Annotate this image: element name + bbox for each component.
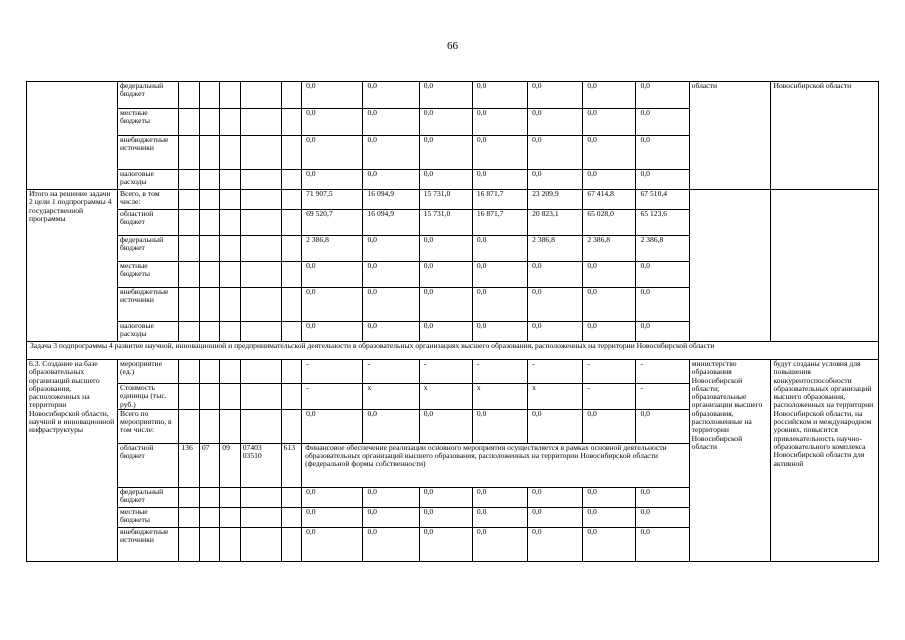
code-cell [179,322,199,342]
code-cell [281,236,301,262]
value-cell: 0,0 [636,288,689,322]
code-cell [220,262,240,288]
code-cell [240,236,281,262]
value-cell: 15 731,0 [419,210,472,236]
code-cell [199,109,219,136]
value-cell: 0,0 [528,136,583,170]
value-cell: 0,0 [419,262,472,288]
value-cell: 0,0 [528,109,583,136]
value-cell: - [302,360,363,384]
value-cell: 0,0 [636,136,689,170]
value-cell: 20 823,1 [528,210,583,236]
value-cell: 16 094,9 [363,190,419,210]
value-cell: 16 871,7 [472,190,527,210]
source-cell: налоговые расходы [118,322,179,342]
source-cell: федеральный бюджет [118,236,179,262]
value-cell: 0,0 [528,409,583,443]
source-cell: местные бюджеты [118,262,179,288]
value-cell: 0,0 [636,409,689,443]
code-cell [281,190,301,210]
code-cell [199,360,219,384]
value-cell: - [528,360,583,384]
value-cell: 0,0 [636,82,689,109]
code-cell [240,136,281,170]
code-cell [240,190,281,210]
value-cell: 0,0 [363,288,419,322]
code-cell [281,210,301,236]
code-cell [220,82,240,109]
grbs-code: 136 [179,443,199,487]
source-cell: местные бюджеты [118,109,179,136]
value-cell: 0,0 [472,409,527,443]
value-cell: х [419,384,472,410]
value-cell: - [363,360,419,384]
code-cell [220,384,240,410]
value-cell: 0,0 [472,236,527,262]
source-cell: налоговые расходы [118,170,179,190]
code-cell [240,527,281,561]
value-cell: 0,0 [583,136,636,170]
value-cell: 0,0 [419,288,472,322]
task-title-cell [27,82,118,190]
code-cell [220,507,240,527]
code-cell [240,288,281,322]
code-cell [199,262,219,288]
value-cell: 0,0 [583,322,636,342]
value-cell: 0,0 [583,409,636,443]
value-cell: 0,0 [419,487,472,507]
code-cell [179,82,199,109]
rz-code: 07 [199,443,219,487]
code-cell [179,136,199,170]
code-cell [179,190,199,210]
code-cell [281,507,301,527]
value-cell: 0,0 [419,322,472,342]
value-cell: - [636,360,689,384]
source-cell: внебюджетные источники [118,527,179,561]
code-cell [220,527,240,561]
source-cell: областной бюджет [118,443,179,487]
code-cell [199,82,219,109]
value-cell: 0,0 [363,527,419,561]
value-cell: 0,0 [419,527,472,561]
code-cell [179,262,199,288]
total-title-cell: Итого на решение задачи 2 цели 1 подпрограммы 4 государственной программы [27,190,118,342]
value-cell: - [583,384,636,410]
value-cell: 16 871,7 [472,210,527,236]
value-cell: - [583,360,636,384]
value-cell: 0,0 [636,170,689,190]
value-cell: 0,0 [302,507,363,527]
value-cell: 0,0 [528,487,583,507]
value-cell: 0,0 [302,82,363,109]
code-cell [179,360,199,384]
code-cell [220,136,240,170]
value-cell: 0,0 [528,288,583,322]
code-cell [281,322,301,342]
code-cell [281,288,301,322]
value-cell: 0,0 [528,82,583,109]
table-row [27,360,879,384]
value-cell: 0,0 [528,262,583,288]
code-cell [240,109,281,136]
value-cell: х [363,384,419,410]
code-cell [199,190,219,210]
code-cell [179,384,199,410]
code-cell [240,409,281,443]
value-cell: 0,0 [472,527,527,561]
code-cell [240,487,281,507]
value-cell: 0,0 [583,170,636,190]
csr-code: 07403 03510 [240,443,281,487]
value-cell: 2 386,8 [583,236,636,262]
measure-title-cell: 6.3. Создание на базе образовательных организаций высшего образования, расположенных на территории Новосибирской области, научной и инновационной инфраструктуры [27,360,118,562]
value-cell: 0,0 [363,170,419,190]
value-cell: 0,0 [472,322,527,342]
executor-cell: министерство образования Новосибирской области; образовательные организации высшего образования, расположенные на территории Новосибирской области [689,360,771,562]
value-cell: 69 520,7 [302,210,363,236]
code-cell [281,409,301,443]
value-cell: 2 386,8 [302,236,363,262]
source-cell: Всего, в том числе: [118,190,179,210]
value-cell: - [302,384,363,410]
result-cell: Новосибирской области [771,82,879,190]
value-cell: 67 414,8 [583,190,636,210]
source-cell: федеральный бюджет [118,82,179,109]
pr-code: 09 [220,443,240,487]
code-cell [179,109,199,136]
value-cell: 0,0 [419,82,472,109]
code-cell [240,210,281,236]
value-cell: 0,0 [636,527,689,561]
value-cell: 0,0 [302,409,363,443]
value-cell: 0,0 [583,109,636,136]
code-cell [240,82,281,109]
value-cell: - [419,360,472,384]
code-cell [220,487,240,507]
task3-heading: Задача 3 подпрограммы 4 развитие научной, инновационной и предпринимательской деятельности в образовательных организациях высшего образования, расположенных на территории Новосибирской области [27,342,879,360]
executor-cell [689,190,771,342]
code-cell [220,190,240,210]
code-cell [220,170,240,190]
table-row [27,190,879,210]
code-cell [179,409,199,443]
code-cell [240,360,281,384]
code-cell [281,360,301,384]
source-cell: Стоимость единицы (тыс. руб.) [118,384,179,410]
code-cell [240,384,281,410]
code-cell [199,409,219,443]
value-cell: 71 907,5 [302,190,363,210]
code-cell [179,527,199,561]
code-cell [179,210,199,236]
code-cell [179,507,199,527]
code-cell [199,136,219,170]
value-cell: 0,0 [528,322,583,342]
value-cell: 0,0 [419,236,472,262]
vr-code: 613 [281,443,301,487]
value-cell: 0,0 [472,262,527,288]
code-cell [199,322,219,342]
value-cell: 0,0 [528,507,583,527]
value-cell: 0,0 [419,109,472,136]
executor-cell: области [689,82,771,190]
code-cell [220,109,240,136]
code-cell [240,322,281,342]
financing-note: Финансовое обеспечение реализации основного мероприятия осуществляется в рамках основной деятельности образовательных организаций высшего образования, расположенных на территории Новосибирской области (федеральной формы собственности) [302,443,690,487]
code-cell [179,288,199,322]
value-cell: 0,0 [363,409,419,443]
value-cell: х [528,384,583,410]
value-cell: 67 510,4 [636,190,689,210]
code-cell [220,360,240,384]
value-cell: 0,0 [583,262,636,288]
code-cell [220,210,240,236]
code-cell [281,82,301,109]
value-cell: 0,0 [472,170,527,190]
value-cell: 65 028,0 [583,210,636,236]
value-cell: 2 386,8 [636,236,689,262]
value-cell: 0,0 [302,322,363,342]
value-cell: 0,0 [583,288,636,322]
code-cell [199,384,219,410]
value-cell: 0,0 [472,82,527,109]
value-cell: 0,0 [583,82,636,109]
code-cell [240,262,281,288]
value-cell: 0,0 [363,236,419,262]
code-cell [179,170,199,190]
value-cell: 0,0 [302,487,363,507]
value-cell: 15 731,0 [419,190,472,210]
code-cell [220,288,240,322]
value-cell: 0,0 [472,487,527,507]
value-cell: 0,0 [302,288,363,322]
value-cell: 0,0 [302,170,363,190]
value-cell: 0,0 [302,262,363,288]
value-cell: - [472,360,527,384]
value-cell: 23 209,9 [528,190,583,210]
code-cell [281,262,301,288]
code-cell [199,210,219,236]
code-cell [220,409,240,443]
code-cell [281,136,301,170]
value-cell: 0,0 [363,136,419,170]
value-cell: 0,0 [419,136,472,170]
value-cell: 0,0 [363,487,419,507]
value-cell: 0,0 [302,136,363,170]
value-cell: 0,0 [636,322,689,342]
code-cell [281,487,301,507]
source-cell: мероприятие (ед.) [118,360,179,384]
value-cell: 0,0 [419,409,472,443]
code-cell [199,288,219,322]
value-cell: - [636,384,689,410]
value-cell: 0,0 [363,109,419,136]
source-cell: федеральный бюджет [118,487,179,507]
code-cell [281,109,301,136]
source-cell: внебюджетные источники [118,136,179,170]
value-cell: 0,0 [302,109,363,136]
code-cell [179,487,199,507]
value-cell: 0,0 [363,82,419,109]
value-cell: 0,0 [472,136,527,170]
value-cell: 0,0 [528,527,583,561]
source-cell: Всего по мероприятию, в том числе: [118,409,179,443]
table-row [27,82,879,109]
source-cell: областной бюджет [118,210,179,236]
value-cell: 0,0 [636,262,689,288]
code-cell [240,507,281,527]
value-cell: 0,0 [472,288,527,322]
result-cell [771,190,879,342]
value-cell: 65 123,6 [636,210,689,236]
budget-table [26,81,879,562]
value-cell: 0,0 [583,527,636,561]
code-cell [199,170,219,190]
value-cell: 0,0 [472,507,527,527]
value-cell: 0,0 [363,262,419,288]
source-cell: местные бюджеты [118,507,179,527]
code-cell [220,236,240,262]
page-number: 66 [447,40,458,52]
result-cell: будут созданы условия для повышения конкурентоспособности образовательных организаций высшего образования, расположенных на территории Новосибирской области, на российском и международном уровнях, повысится привлекательность научно-образовательного комплекса Новосибирской области для активной [771,360,879,562]
code-cell [281,384,301,410]
value-cell: 0,0 [419,507,472,527]
value-cell: 0,0 [636,487,689,507]
code-cell [281,527,301,561]
code-cell [240,170,281,190]
code-cell [199,487,219,507]
code-cell [281,170,301,190]
code-cell [179,236,199,262]
value-cell: 0,0 [636,109,689,136]
value-cell: 0,0 [636,507,689,527]
value-cell: 0,0 [302,527,363,561]
value-cell: х [472,384,527,410]
value-cell: 0,0 [528,170,583,190]
value-cell: 0,0 [363,322,419,342]
value-cell: 0,0 [583,487,636,507]
value-cell: 16 094,9 [363,210,419,236]
value-cell: 0,0 [472,109,527,136]
value-cell: 0,0 [419,170,472,190]
task-header-row [27,342,879,360]
value-cell: 2 386,8 [528,236,583,262]
code-cell [199,527,219,561]
value-cell: 0,0 [363,507,419,527]
code-cell [199,507,219,527]
source-cell: внебюджетные источники [118,288,179,322]
code-cell [199,236,219,262]
code-cell [220,322,240,342]
value-cell: 0,0 [583,507,636,527]
